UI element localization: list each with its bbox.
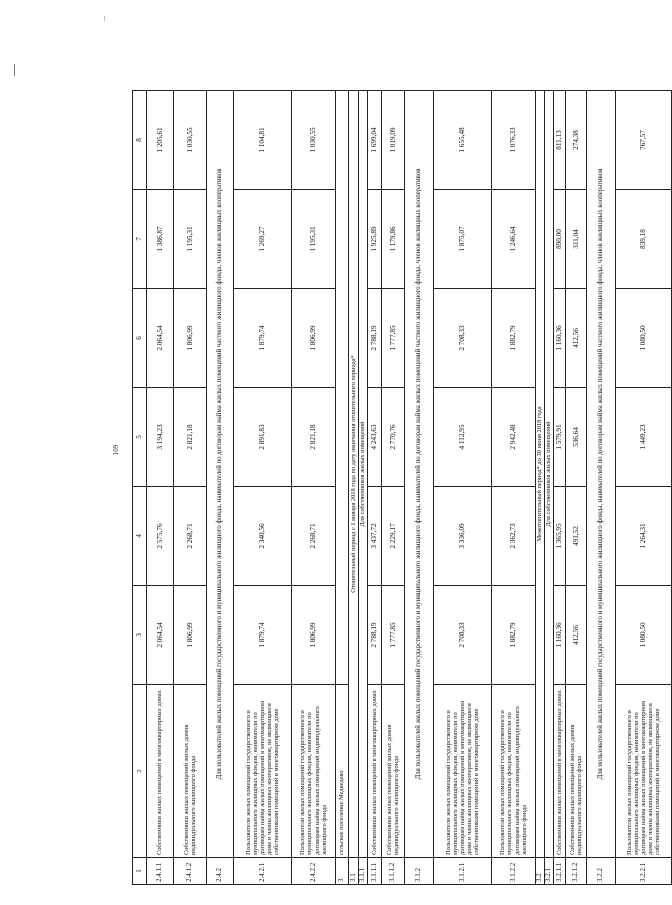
row-code: 3.1.1.2 [382, 858, 405, 885]
cell-value: 274,38 [566, 91, 587, 190]
cell-value: 2 821,18 [292, 388, 336, 487]
table-row [616, 91, 672, 885]
subhead-row [349, 91, 359, 885]
page-number: 109 [112, 444, 120, 456]
cell-value: 767,57 [616, 91, 672, 190]
column-number: 7 [133, 190, 147, 289]
cell-value: 1 179,86 [382, 190, 405, 289]
row-code: 3.1.2.1 [434, 858, 492, 885]
cell-value: 2 268,71 [292, 487, 336, 586]
cell-value: 1 104,81 [234, 91, 292, 190]
subhead-text: Для собственников жилых помещений [545, 91, 554, 858]
cell-value: 1 879,74 [234, 586, 292, 685]
column-number: 8 [133, 91, 147, 190]
subhead-text: Межотопительный период* до 30 июня 2018 года [536, 91, 545, 858]
table-row [554, 91, 566, 885]
cell-value: 1 879,74 [234, 289, 292, 388]
row-label: Собственники жилых помещений в многоквартирных домах [368, 685, 382, 858]
cell-value: 3 437,72 [368, 487, 382, 586]
row-label: Пользователи жилых помещений государственного и муниципального жилищных фондов, наниматели по договорам найма жилых помещений индивидуального жилищного фонда [292, 685, 336, 858]
row-code: 3.1 [349, 858, 359, 885]
cell-value: 2 064,54 [147, 289, 174, 388]
cell-value: 1 030,55 [174, 91, 207, 190]
cell-value: 1 365,95 [554, 487, 566, 586]
cell-value: 2 268,71 [174, 487, 207, 586]
table-row [434, 91, 492, 885]
column-number: 3 [133, 586, 147, 685]
table-row [492, 91, 536, 885]
row-code: 3 [336, 858, 349, 885]
row-code: 3.2.1.1 [554, 858, 566, 885]
margin-mark [14, 64, 15, 76]
section-text: Для пользователей жилых помещений государственного и муниципального жилищного фонда, нанимателей по договорам найма жилых помещений частного жилищного фонда, членов жилищных кооперативов [207, 91, 234, 858]
cell-value: 811,13 [554, 91, 566, 190]
column-number: 4 [133, 487, 147, 586]
row-code: 2.4.1.1 [147, 858, 174, 885]
cell-value: 1 777,85 [382, 289, 405, 388]
row-code: 2.4.2 [207, 858, 234, 885]
cell-value: 1 655,48 [434, 91, 492, 190]
column-number: 5 [133, 388, 147, 487]
cell-value: 4 112,95 [434, 388, 492, 487]
cell-value: 1 386,87 [147, 190, 174, 289]
column-number: 1 [133, 858, 147, 885]
cell-value: 1 806,99 [174, 289, 207, 388]
scan-mark [104, 16, 105, 21]
cell-value: 311,04 [566, 190, 587, 289]
cell-value: 1 019,09 [382, 91, 405, 190]
row-label: Пользователи жилых помещений государственного и муниципального жилищных фондов, наниматели по договорам найма жилых помещений в многоквартирном доме и члены жилищных кооперативов, не являющиеся собственниками помещений в многоквартирном доме [434, 685, 492, 858]
row-code: 3.2.1 [545, 858, 554, 885]
cell-value: 1 160,36 [554, 586, 566, 685]
row-code: 3.2.2.1 [616, 858, 672, 885]
row-label: Собственники жилых помещений жилых домов индивидуального жилищного фонда [382, 685, 405, 858]
cell-value: 2 708,33 [434, 586, 492, 685]
cell-value: 1 269,27 [234, 190, 292, 289]
row-label: Собственники жилых помещений в многоквартирных домах [147, 685, 174, 858]
table-row [382, 91, 405, 885]
cell-value: 1 875,07 [434, 190, 492, 289]
cell-value: 412,56 [566, 289, 587, 388]
cell-value: 491,52 [566, 487, 587, 586]
cell-value: 2 770,76 [382, 388, 405, 487]
cell-value: 2 575,76 [147, 487, 174, 586]
row-label: Пользователи жилых помещений государственного и муниципального жилищных фондов, наниматели по договорам найма жилых помещений в многоквартирном доме и члены жилищных кооперативов, не являющиеся собственниками помещений в многоквартирном доме [616, 685, 672, 858]
row-label: Собственники жилых помещений в многоквартирных домах [554, 685, 566, 858]
cell-value: 2 340,56 [234, 487, 292, 586]
cell-value: 536,64 [566, 388, 587, 487]
empty-cell [336, 91, 349, 685]
row-code: 3.1.2.2 [492, 858, 536, 885]
column-number-row [133, 91, 147, 885]
section-row [207, 91, 234, 885]
section-row [405, 91, 434, 885]
tariff-table [132, 90, 672, 885]
cell-value: 1 264,31 [616, 487, 672, 586]
cell-value: 2 942,48 [492, 388, 536, 487]
cell-value: 2 362,73 [492, 487, 536, 586]
cell-value: 1 806,99 [292, 289, 336, 388]
cell-value: 1 449,23 [616, 388, 672, 487]
column-number: 2 [133, 685, 147, 858]
cell-value: 1 925,89 [368, 190, 382, 289]
row-label: Пользователи жилых помещений государственного и муниципального жилищных фондов, наниматели по договорам найма жилых помещений в многоквартирном доме и члены жилищных кооперативов, не являющиеся собственниками помещений в многоквартирном доме [234, 685, 292, 858]
row-code: 2.4.2.2 [292, 858, 336, 885]
cell-value: 2 229,17 [382, 487, 405, 586]
cell-value: 1 160,36 [554, 289, 566, 388]
section-title: сельское поселение Медведево [336, 685, 349, 858]
subhead-row [536, 91, 545, 885]
section-text: Для пользователей жилых помещений государственного и муниципального жилищного фонда, нанимателей по договорам найма жилых помещений частного жилищного фонда, членов жилищных кооперативов [587, 91, 616, 858]
cell-value: 1 076,33 [492, 91, 536, 190]
cell-value: 2 708,33 [434, 289, 492, 388]
cell-value: 2 821,18 [174, 388, 207, 487]
row-code: 3.2.1.2 [566, 858, 587, 885]
cell-value: 3 194,23 [147, 388, 174, 487]
table-row [292, 91, 336, 885]
cell-value: 412,56 [566, 586, 587, 685]
table-row [147, 91, 174, 885]
subhead-text: Отопительный период с 1 января 2018 года по дату окончания отопительного периода* [349, 91, 359, 858]
row-label: Собственники жилых помещений жилых домов индивидуального жилищного фонда [566, 685, 587, 858]
cell-value: 1 205,61 [147, 91, 174, 190]
cell-value: 839,18 [616, 190, 672, 289]
cell-value: 1 882,79 [492, 289, 536, 388]
table-row [368, 91, 382, 885]
cell-value: 1 195,31 [292, 190, 336, 289]
cell-value: 1 080,50 [616, 586, 672, 685]
subhead-row [359, 91, 368, 885]
cell-value: 2 891,83 [234, 388, 292, 487]
section-text: Для пользователей жилых помещений государственного и муниципального жилищного фонда, нанимателей по договорам найма жилых помещений частного жилищного фонда, членов жилищных кооперативов [405, 91, 434, 858]
row-code: 3.1.1.1 [368, 858, 382, 885]
row-code: 3.2.2 [587, 858, 616, 885]
cell-value: 1 699,04 [368, 91, 382, 190]
section-title-row [336, 91, 349, 885]
section-row [587, 91, 616, 885]
cell-value: 1 080,50 [616, 289, 672, 388]
table-frame [132, 90, 662, 885]
subhead-row [545, 91, 554, 885]
row-code: 3.1.2 [405, 858, 434, 885]
cell-value: 2 788,19 [368, 586, 382, 685]
row-code: 3.2 [536, 858, 545, 885]
row-code: 2.4.1.2 [174, 858, 207, 885]
table-row [234, 91, 292, 885]
cell-value: 1 246,64 [492, 190, 536, 289]
cell-value: 1 195,31 [174, 190, 207, 289]
cell-value: 4 243,63 [368, 388, 382, 487]
cell-value: 2 064,54 [147, 586, 174, 685]
row-code: 2.4.2.1 [234, 858, 292, 885]
row-code: 3.1.1 [359, 858, 368, 885]
cell-value: 1 777,85 [382, 586, 405, 685]
subhead-text: Для собственников жилых помещений [359, 91, 368, 858]
cell-value: 2 788,19 [368, 289, 382, 388]
table-row [174, 91, 207, 885]
row-label: Собственники жилых помещений жилых домов индивидуального жилищного фонда [174, 685, 207, 858]
cell-value: 1 806,99 [292, 586, 336, 685]
cell-value: 1 882,79 [492, 586, 536, 685]
row-label: Пользователи жилых помещений государственного и муниципального жилищных фондов, наниматели по договорам найма жилых помещений индивидуального жилищного фонда [492, 685, 536, 858]
cell-value: 890,00 [554, 190, 566, 289]
cell-value: 1 806,99 [174, 586, 207, 685]
cell-value: 3 336,09 [434, 487, 492, 586]
column-number: 6 [133, 289, 147, 388]
cell-value: 1 030,55 [292, 91, 336, 190]
cell-value: 1 579,91 [554, 388, 566, 487]
table-row [566, 91, 587, 885]
